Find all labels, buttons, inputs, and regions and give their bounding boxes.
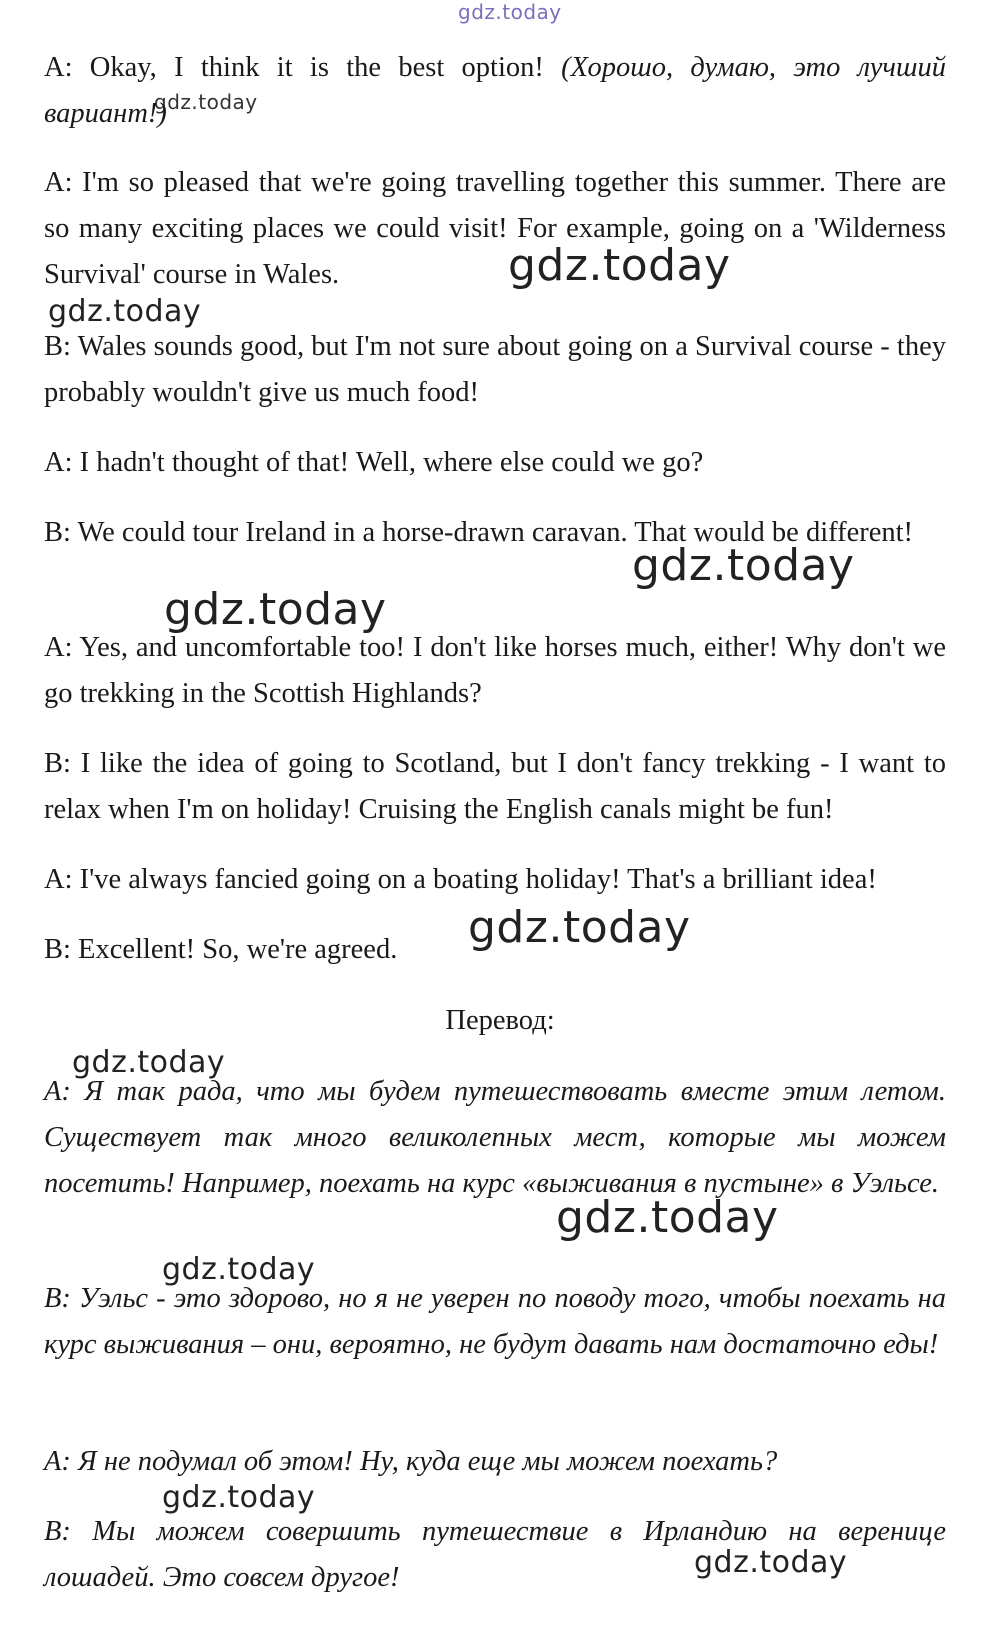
watermark: gdz.today [48, 294, 202, 329]
watermark: gdz.today [154, 90, 258, 114]
dialogue-line-6: A: Yes, and uncomfortable too! I don't like horses much, either! Why don't we go trekking in the Scottish Highlands? [44, 632, 946, 709]
dialogue-line-5: B: We could tour Ireland in a horse-drawn caravan. That would be different! [44, 517, 914, 548]
watermark: gdz.today [162, 1480, 316, 1515]
dialogue-line-3: B: Wales sounds good, but I'm not sure about going on a Survival course - they probably wouldn't give us much food! [44, 331, 946, 408]
watermark-top: gdz.today [458, 0, 562, 24]
dialogue-line-1: A: Okay, I think it is the best option! (Хорошо, думаю, это лучший вариант!) [44, 52, 946, 129]
watermark: gdz.today [468, 902, 691, 953]
watermark: gdz.today [694, 1545, 848, 1580]
translation-line-2: В: Уэльс - это здорово, но я не уверен по поводу того, чтобы поехать на курс выживания – они, вероятно, не будут давать нам достаточно еды! [44, 1283, 946, 1360]
watermark: gdz.today [556, 1192, 779, 1243]
watermark: gdz.today [72, 1045, 226, 1080]
translation-line-1: А: Я так рада, что мы будем путешествовать вместе этим летом. Существует так много великолепных мест, которые мы можем посетить! Например, поехать на курс «выживания в пустыне» в Уэльсе. [44, 1076, 946, 1199]
dialogue-line-9: B: Excellent! So, we're agreed. [44, 934, 398, 965]
watermark: gdz.today [632, 540, 855, 591]
watermark: gdz.today [162, 1252, 316, 1287]
dialogue-line-8: A: I've always fancied going on a boating holiday! That's a brilliant idea! [44, 864, 877, 895]
dialogue-line-4: A: I hadn't thought of that! Well, where else could we go? [44, 447, 704, 478]
watermark: gdz.today [164, 584, 387, 635]
translation-heading: Перевод: [445, 1005, 555, 1036]
dialogue-line-2: A: I'm so pleased that we're going travelling together this summer. There are so many exciting places we could visit! For example, going on a 'Wilderness Survival' course in Wales. [44, 167, 946, 290]
watermark: gdz.today [508, 240, 731, 291]
translation-line-4: В: Мы можем совершить путешествие в Ирландию на веренице лошадей. Это совсем другое! [44, 1516, 946, 1593]
translation-line-3: А: Я не подумал об этом! Ну, куда еще мы можем поехать? [44, 1446, 778, 1477]
dialogue-line-7: B: I like the idea of going to Scotland, but I don't fancy trekking - I want to relax when I'm on holiday! Cruising the English canals might be fun! [44, 748, 946, 825]
